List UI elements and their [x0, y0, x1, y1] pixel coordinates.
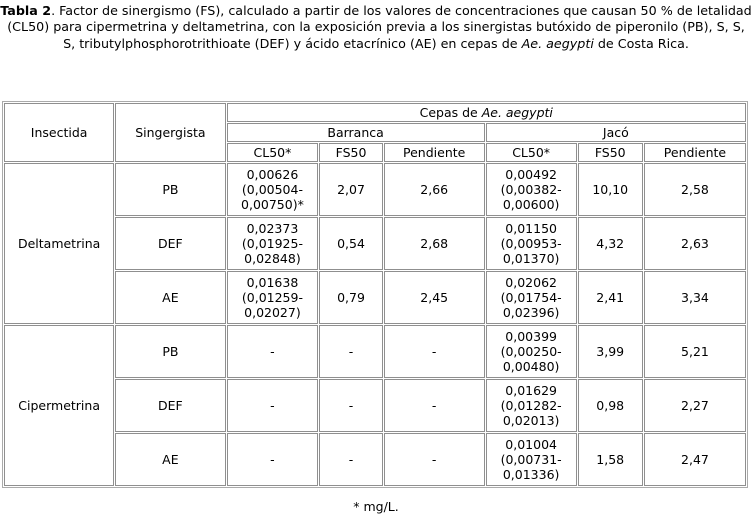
header-jaco-cl50: CL50* — [486, 143, 577, 162]
caption-label: Tabla 2 — [0, 3, 52, 18]
barranca-cl50-cell-line: - — [270, 451, 275, 467]
jaco-cl50-cell-line: (0,00382- — [500, 181, 562, 197]
jaco-fs50-cell: 0,98 — [578, 379, 643, 432]
synergist-cell: AE — [115, 433, 225, 486]
table-row — [4, 217, 746, 270]
jaco-cl50-cell-line: 0,00399 — [505, 328, 557, 344]
jaco-fs50-cell: 2,41 — [578, 271, 643, 324]
barranca-slope-cell: - — [384, 433, 485, 486]
table-row — [4, 325, 746, 378]
synergist-cell: AE — [115, 271, 225, 324]
jaco-cl50-cell-line: 0,01336) — [502, 467, 560, 483]
barranca-cl50-cell — [227, 433, 319, 486]
barranca-cl50-cell — [227, 271, 319, 324]
header-synergist: Singergista — [115, 103, 225, 162]
jaco-cl50-cell-line: 0,01150 — [505, 220, 557, 236]
barranca-cl50-cell-line: - — [270, 343, 275, 359]
barranca-cl50-cell — [227, 163, 319, 216]
jaco-cl50-cell — [486, 433, 577, 486]
table-row — [4, 433, 746, 486]
insecticide-cell: Deltametrina — [4, 163, 114, 324]
jaco-slope-cell: 2,58 — [644, 163, 746, 216]
jaco-cl50-cell-line: (0,01282- — [500, 397, 562, 413]
header-insecticide: Insectida — [4, 103, 114, 162]
barranca-cl50-cell-line: (0,01259- — [241, 289, 303, 305]
barranca-cl50-cell-line: 0,02848) — [244, 251, 301, 267]
table-row — [4, 163, 746, 216]
header-strains-prefix: Cepas de — [419, 104, 482, 120]
jaco-cl50-cell-line: 0,02013) — [502, 413, 560, 429]
barranca-cl50-cell-line: - — [270, 397, 275, 413]
jaco-cl50-cell-line: 0,01004 — [505, 436, 557, 452]
jaco-cl50-cell — [486, 163, 577, 216]
synergist-cell: PB — [115, 163, 225, 216]
jaco-cl50-cell-line: 0,02396) — [502, 305, 560, 321]
jaco-cl50-cell — [486, 217, 577, 270]
table-caption — [0, 3, 752, 52]
barranca-cl50-cell-line: 0,00626 — [246, 166, 299, 182]
jaco-cl50-cell-line: (0,00731- — [500, 451, 562, 467]
header-jaco-slope: Pendiente — [644, 143, 746, 162]
barranca-slope-cell: 2,66 — [384, 163, 485, 216]
insecticide-cell: Cipermetrina — [4, 325, 114, 486]
caption-species: Ae. aegypti — [521, 35, 594, 51]
jaco-cl50-cell-line: (0,01754- — [500, 289, 562, 305]
barranca-cl50-cell — [227, 217, 319, 270]
jaco-cl50-cell-line: (0,00953- — [500, 235, 562, 251]
barranca-fs50-cell: 0,79 — [319, 271, 382, 324]
jaco-cl50-cell-line: (0,00250- — [500, 343, 562, 359]
header-strains-species: Ae. aegypti — [481, 104, 553, 120]
jaco-slope-cell: 2,63 — [644, 217, 746, 270]
barranca-cl50-cell — [227, 379, 319, 432]
jaco-cl50-cell — [486, 325, 577, 378]
jaco-cl50-cell — [486, 379, 577, 432]
barranca-fs50-cell: - — [319, 325, 382, 378]
jaco-cl50-cell — [486, 271, 577, 324]
header-barranca-slope: Pendiente — [384, 143, 485, 162]
jaco-cl50-cell-line: 0,01370) — [502, 251, 560, 267]
header-barranca: Barranca — [227, 123, 485, 142]
synergist-cell: PB — [115, 325, 225, 378]
synergist-cell: DEF — [115, 217, 225, 270]
jaco-cl50-cell-line: 0,00600) — [502, 197, 560, 213]
caption-text-2: de Costa Rica. — [593, 35, 689, 51]
jaco-slope-cell: 2,47 — [644, 433, 746, 486]
jaco-fs50-cell: 4,32 — [578, 217, 643, 270]
barranca-cl50-cell-line: 0,01638 — [246, 274, 299, 290]
barranca-cl50-cell-line: (0,00504- — [241, 181, 303, 197]
footnote: * mg/L. — [353, 499, 399, 514]
table-body — [4, 163, 746, 486]
jaco-cl50-cell-line: 0,00480) — [502, 359, 560, 375]
jaco-fs50-cell: 3,99 — [578, 325, 643, 378]
jaco-slope-cell: 3,34 — [644, 271, 746, 324]
jaco-cl50-cell-line: 0,02062 — [505, 274, 557, 290]
synergism-table — [3, 102, 747, 487]
barranca-fs50-cell: - — [319, 379, 382, 432]
table-row — [4, 379, 746, 432]
barranca-cl50-cell-line: 0,02027) — [244, 305, 301, 321]
header-jaco: Jacó — [486, 123, 746, 142]
jaco-cl50-cell-line: 0,00492 — [505, 166, 557, 182]
barranca-slope-cell: - — [384, 379, 485, 432]
jaco-slope-cell: 5,21 — [644, 325, 746, 378]
table-frame — [2, 101, 748, 488]
barranca-cl50-cell-line: 0,00750)* — [241, 197, 304, 213]
barranca-slope-cell: 2,68 — [384, 217, 485, 270]
jaco-cl50-cell-line: 0,01629 — [505, 382, 557, 398]
barranca-fs50-cell: 0,54 — [319, 217, 382, 270]
barranca-cl50-cell-line: (0,01925- — [241, 235, 303, 251]
barranca-slope-cell: 2,45 — [384, 271, 485, 324]
table-row — [4, 271, 746, 324]
jaco-slope-cell: 2,27 — [644, 379, 746, 432]
synergist-cell: DEF — [115, 379, 225, 432]
header-barranca-cl50: CL50* — [227, 143, 319, 162]
barranca-slope-cell: - — [384, 325, 485, 378]
barranca-fs50-cell: 2,07 — [319, 163, 382, 216]
header-jaco-fs50: FS50 — [578, 143, 643, 162]
caption-text-1: . Factor de sinergismo (FS), calculado a partir de los valores de concentraciones que causan 50 % de letalidad (CL50) para cipermetrina y deltametrina, con la exposición previa a los sinergistas butóxido de piperonilo (PB), S, S, S, tributylphosphorotrithioate (DEF) y ácido etacrínico (AE) en cepas de — [7, 3, 752, 51]
header-strains — [227, 103, 747, 122]
jaco-fs50-cell: 10,10 — [578, 163, 643, 216]
barranca-cl50-cell — [227, 325, 319, 378]
barranca-cl50-cell-line: 0,02373 — [246, 220, 299, 236]
header-barranca-fs50: FS50 — [319, 143, 382, 162]
barranca-fs50-cell: - — [319, 433, 382, 486]
jaco-fs50-cell: 1,58 — [578, 433, 643, 486]
